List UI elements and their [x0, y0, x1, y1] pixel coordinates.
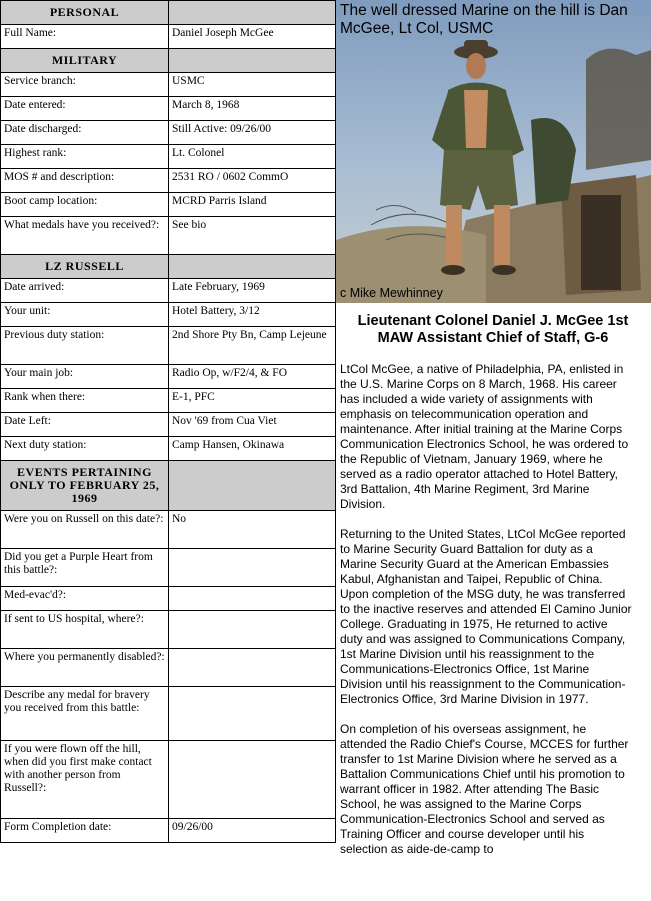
field-label: Full Name: [1, 25, 169, 49]
section-lz-russell [1, 255, 336, 279]
field-value: 09/26/00 [169, 819, 336, 843]
events-rows [1, 511, 336, 843]
lz-rows [1, 279, 336, 461]
field-value: Camp Hansen, Okinawa [169, 437, 336, 461]
table-row [1, 819, 336, 843]
field-value: USMC [169, 73, 336, 97]
field-value [169, 611, 336, 649]
table-row [1, 413, 336, 437]
field-label: If you were flown off the hill, when did you first make contact with another person from Russell?: [1, 741, 169, 819]
field-value: 2531 RO / 0602 CommO [169, 169, 336, 193]
section-spacer [169, 49, 336, 73]
field-label: Your main job: [1, 365, 169, 389]
field-value: No [169, 511, 336, 549]
field-value: Late February, 1969 [169, 279, 336, 303]
field-value [169, 687, 336, 741]
table-row [1, 611, 336, 649]
marine-photo [336, 0, 651, 303]
table-row [1, 73, 336, 97]
section-military [1, 49, 336, 73]
table-row [1, 303, 336, 327]
field-label: Where you permanently disabled?: [1, 649, 169, 687]
field-label: Your unit: [1, 303, 169, 327]
field-label: Highest rank: [1, 145, 169, 169]
field-value: Still Active: 09/26/00 [169, 121, 336, 145]
table-row [1, 365, 336, 389]
field-value: Daniel Joseph McGee [169, 25, 336, 49]
section-spacer [169, 255, 336, 279]
field-label: Previous duty station: [1, 327, 169, 365]
table-row [1, 327, 336, 365]
field-value: Hotel Battery, 3/12 [169, 303, 336, 327]
table-row [1, 649, 336, 687]
field-label: Date discharged: [1, 121, 169, 145]
bio-paragraph: LtCol McGee, a native of Philadelphia, PA, enlisted in the U.S. Marine Corps on 8 March, 1968. His career has included a wide variety of assignments with emphasis on telecommunication operation and maintenance. After initial training at the Marine Corps Communication Electronics School, he was ordered to the Republic of Vietnam, January 1969, where he served as a radio operator attached to Hotel Battery, 3rd Battalion, 4th Marine Regiment, 3rd Marine Division. [340, 362, 629, 511]
field-value [169, 649, 336, 687]
table-row [1, 217, 336, 255]
field-label: Boot camp location: [1, 193, 169, 217]
bio-heading: Lieutenant Colonel Daniel J. McGee 1st MAW Assistant Chief of Staff, G-6 [357, 313, 629, 346]
photo-credit: c Mike Mewhinney [340, 286, 443, 300]
bio-paragraph: Returning to the United States, LtCol McGee reported to Marine Security Guard Battalion for duty as a Marine Security Guard at the American Embassies Kabul, Afghanistan and Taipei, Republic of China. Upon completion of the MSG duty, he was transferred to the inactive reserves and attended El Camino Junior College. Graduating in 1975, He returned to active duty and was assigned to Communications Company, 1st Marine Division until his reassignment to the Communications-Electronics Office, 1st Marine Division until his reassignment to the Communication-Electronics Office, 3rd Marine Division in 1977. [340, 527, 632, 706]
table-row [1, 279, 336, 303]
field-label: MOS # and description: [1, 169, 169, 193]
field-value: MCRD Parris Island [169, 193, 336, 217]
section-title-military: MILITARY [1, 49, 169, 73]
field-label: If sent to US hospital, where?: [1, 611, 169, 649]
section-title-personal: PERSONAL [1, 1, 169, 25]
field-value: Radio Op, w/F2/4, & FO [169, 365, 336, 389]
questionnaire-table [0, 0, 336, 843]
field-label: What medals have you received?: [1, 217, 169, 255]
table-row [1, 687, 336, 741]
field-value: E-1, PFC [169, 389, 336, 413]
field-label: Service branch: [1, 73, 169, 97]
table-row [1, 25, 336, 49]
table-row [1, 741, 336, 819]
section-personal [1, 1, 336, 25]
field-value: March 8, 1968 [169, 97, 336, 121]
table-row [1, 193, 336, 217]
section-spacer [169, 461, 336, 511]
field-label: Were you on Russell on this date?: [1, 511, 169, 549]
field-value [169, 587, 336, 611]
table-row [1, 121, 336, 145]
field-value: Nov '69 from Cua Viet [169, 413, 336, 437]
bio-paragraph: On completion of his overseas assignment, he attended the Radio Chief's Course, MCCES for further transfer to 1st Marine Division where he served as a Battalion Communications Chief until his promotion to warrant officer in 1982. After attending The Basic School, he was assigned to the Marine Corps Communication-Electronics School and served as Training Officer and course developer until his selection as aide-de-camp to [340, 722, 629, 856]
table-row [1, 587, 336, 611]
section-events [1, 461, 336, 511]
table-row [1, 97, 336, 121]
field-value [169, 741, 336, 819]
section-title-lz-russell: LZ RUSSELL [1, 255, 169, 279]
table-row [1, 169, 336, 193]
table-row [1, 145, 336, 169]
section-title-events: EVENTS PERTAINING ONLY TO FEBRUARY 25, 1969 [1, 461, 169, 511]
field-label: Date Left: [1, 413, 169, 437]
field-value [169, 549, 336, 587]
field-label: Form Completion date: [1, 819, 169, 843]
field-label: Next duty station: [1, 437, 169, 461]
table-row [1, 389, 336, 413]
field-label: Did you get a Purple Heart from this battle?: [1, 549, 169, 587]
bio-text [340, 362, 632, 872]
military-rows [1, 73, 336, 255]
table-row [1, 511, 336, 549]
field-value: See bio [169, 217, 336, 255]
field-label: Date arrived: [1, 279, 169, 303]
table-row [1, 549, 336, 587]
field-label: Date entered: [1, 97, 169, 121]
field-label: Describe any medal for bravery you received from this battle: [1, 687, 169, 741]
table-row [1, 437, 336, 461]
section-spacer [169, 1, 336, 25]
field-label: Med-evac'd?: [1, 587, 169, 611]
photo-caption: The well dressed Marine on the hill is Dan McGee, Lt Col, USMC [340, 2, 628, 37]
field-value: 2nd Shore Pty Bn, Camp Lejeune [169, 327, 336, 365]
field-value: Lt. Colonel [169, 145, 336, 169]
field-label: Rank when there: [1, 389, 169, 413]
